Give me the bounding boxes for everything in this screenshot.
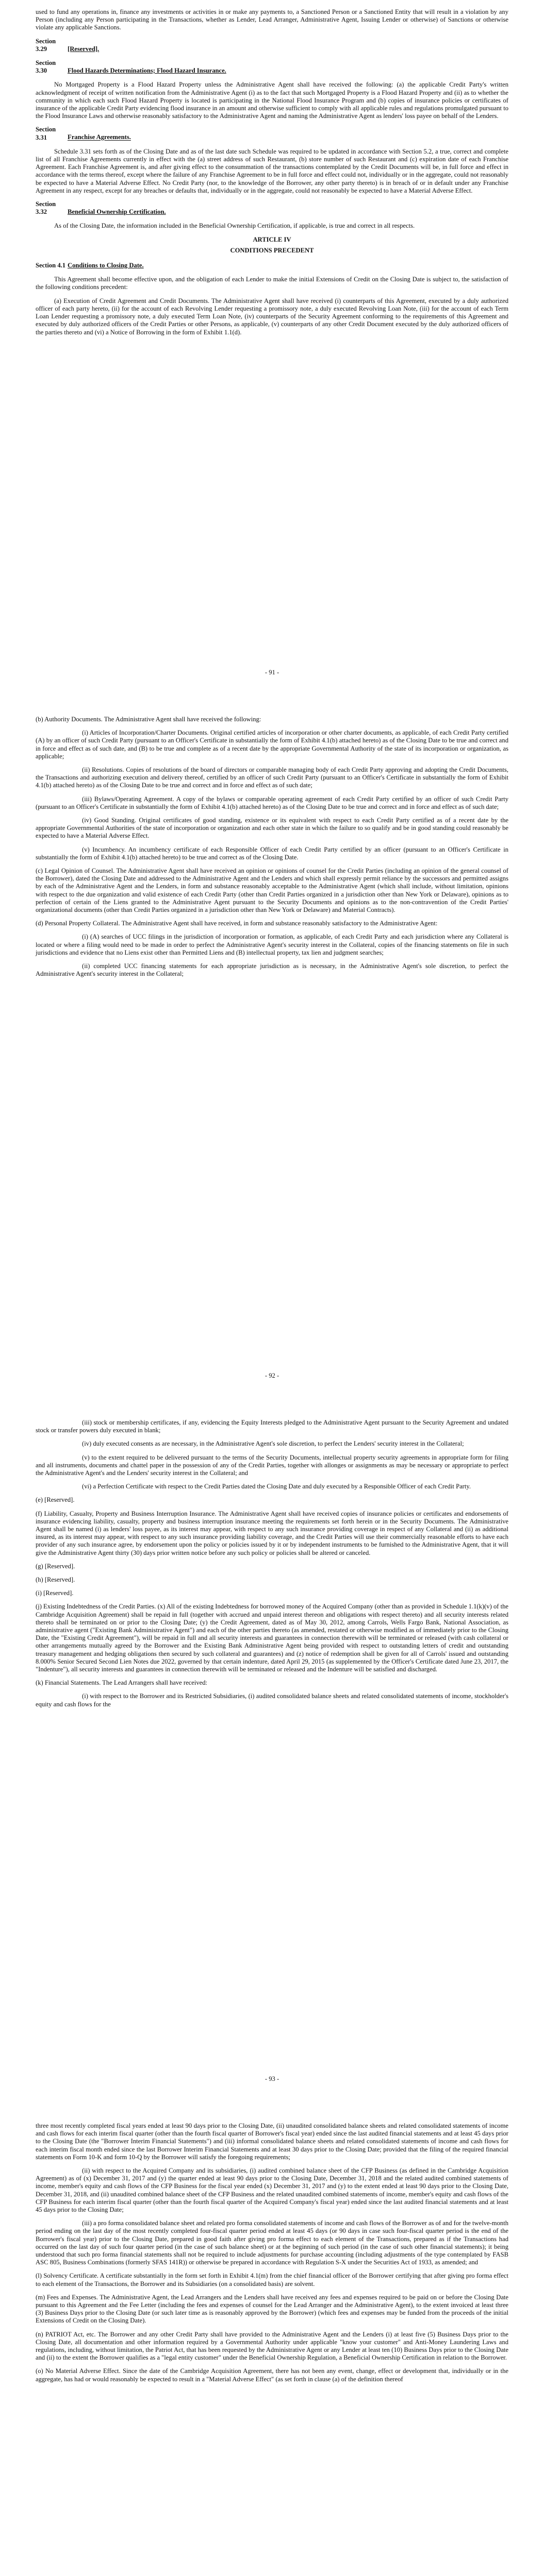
paragraph: (l) Solvency Certificate. A certificate substantially in the form set forth in Exhibit 4.1(m) from the chief financial officer of the Borrower certifying that after giving pro forma effect to each element of the Transactions, the Borrower and its Subsidiaries (on a consolidated basis) are solvent. (36, 2272, 508, 2287)
page-93 (0, 1406, 544, 2110)
section-number: Section 3.32 (36, 200, 56, 216)
section-title: Conditions to Closing Date. (68, 262, 144, 269)
page-content (36, 711, 508, 984)
paragraph: (e) [Reserved]. (36, 1496, 75, 1504)
section-number: Section 3.29 (36, 37, 56, 53)
page-content (36, 8, 508, 342)
section-heading-3-29 (36, 38, 508, 53)
page-92 (0, 703, 544, 1406)
section-number: Section 3.31 (36, 126, 56, 141)
paragraph: As of the Closing Date, the information included in the Beneficial Ownership Certification, if applicable, is true and correct in all respects. (54, 222, 415, 230)
section-title: Beneficial Ownership Certification. (68, 208, 166, 216)
page-94 (0, 2110, 544, 2576)
page-content (36, 1415, 508, 1714)
paragraph: Schedule 3.31 sets forth as of the Closing Date and as of the last date such Schedule was required to be updated in accordance with Section 5.2, a true, correct and complete list of all Franchise Agreements currently in effect with the (a) street address of such Restaurant, (b) store number of such Restaurant and (c) expiration date of each Franchise Agreement. Each Franchise Agreement is, and after giving effect to the consummation of the transactions contemplated by the Credit Documents will be, in full force and effect in accordance with the terms thereof, except where the failure of any Franchise Agreement to be in full force and effect could not, individually or in the aggregate, could not reasonably be expected to have a Material Adverse Effect. No Credit Party (nor, to the knowledge of the Borrower, any other party thereto) is in breach of or in default under any Franchise Agreement in any respect, except for any breaches or defaults that, individually or in the aggregate, could not reasonably be expected to have a Material Adverse Effect. (36, 147, 508, 194)
paragraph: This Agreement shall become effective upon, and the obligation of each Lender to make the initial Extensions of Credit on the Closing Date is subject to, the satisfaction of the following conditions precedent: (36, 276, 508, 291)
paragraph: (ii) completed UCC financing statements for each appropriate jurisdiction as is necessary, in the Administrative Agent's sole discretion, to perfect the Administrative Agent's security interest in the Collateral; (36, 962, 508, 978)
paragraph: (d) Personal Property Collateral. The Administrative Agent shall have received, in form and substance reasonably satisfactory to the Administrative Agent: (36, 920, 438, 927)
paragraph: (n) PATRIOT Act, etc. The Borrower and any other Credit Party shall have provided to the Administrative Agent and the Lenders (i) at least five (5) Business Days prior to the Closing Date, all documentation and other information required by a Governmental Authority under applicable "know your customer" and Anti-Money Laundering Laws and regulations, including, without limitation, the Patriot Act, that has been requested by the Administrative Agent or any Lender at least ten (10) Business Days prior to the Closing Date and (ii) to the extent the Borrower qualifies as a "legal entity customer" under the Beneficial Ownership Regulation, a Beneficial Ownership Certification in relation to the Borrower. (36, 2330, 508, 2362)
article-title: CONDITIONS PRECEDENT (230, 246, 314, 254)
paragraph: (f) Liability, Casualty, Property and Business Interruption Insurance. The Administrative Agent shall have received copies of insurance policies or certificates and endorsements of insurance evidencing liability, casualty, property and business interruption insurance meeting the requirements set forth herein or in the Security Documents. The Administrative Agent shall be named (i) as lenders' loss payee, as its interest may appear, with respect to any such insurance providing coverage in respect of any Collateral and (ii) as additional insured, as its interest may appear, with respect to any such insurance providing liability coverage, and the Credit Parties will use their commercially reasonable efforts to have each provider of any such insurance agree, by endorsement upon the policy or policies issued by it or by independent instruments to be furnished to the Administrative Agent, that it will give the Administrative Agent thirty (30) days prior written notice before any such policy or policies shall be altered or canceled. (36, 1510, 508, 1556)
section-title: [Reserved]. (68, 45, 100, 53)
page-number: - 91 - (265, 669, 279, 676)
paragraph: (g) [Reserved]. (36, 1562, 75, 1570)
section-heading-3-32 (36, 200, 508, 216)
paragraph: (b) Authority Documents. The Administrative Agent shall have received the following: (36, 716, 261, 723)
paragraph: (iv) duly executed consents as are necessary, in the Administrative Agent's sole discretion, to perfect the Lenders' security interest in the Collateral; (82, 1440, 464, 1448)
paragraph: (iii) stock or membership certificates, if any, evidencing the Equity Interests pledged to the Administrative Agent pursuant to the Security Agreement and undated stock or transfer powers duly executed in blank; (36, 1419, 508, 1434)
paragraph: used to fund any operations in, finance any investments or activities in or make any payments to, a Sanctioned Person or a Sanctioned Entity that will result in a violation by any Person (including any Person participating in the Transactions, whether as Lender, Lead Arranger, Administrative Agent, Issuing Lender or otherwise) of Sanctions or otherwise violate any applicable Sanctions. (36, 8, 508, 31)
paragraph: (v) to the extent required to be delivered pursuant to the terms of the Security Documents, intellectual property security agreements in appropriate form for filing and all instruments, documents and chattel paper in the possession of any of the Credit Parties, together with allonges or assignments as may be necessary or appropriate to perfect the Administrative Agent's and the Lenders' security interest in the Collateral; and (36, 1453, 508, 1477)
paragraph: (ii) Resolutions. Copies of resolutions of the board of directors or comparable managing body of each Credit Party approving and adopting the Credit Documents, the Transactions and authorizing execution and delivery thereof, certified by an officer of such Credit Party (pursuant to an Officer's Certificate in substantially the form of Exhibit 4.1(b) attached hereto) as of the Closing Date to be true and correct and in force and effect as of such date; (36, 766, 508, 789)
section-heading-3-30 (36, 59, 508, 75)
page-number: - 93 - (265, 2075, 279, 2082)
paragraph: (h) [Reserved]. (36, 1576, 75, 1584)
paragraph: (i) (A) searches of UCC filings in the jurisdiction of incorporation or formation, as applicable, of each Credit Party and each jurisdiction where any Collateral is located or where a filing would need to be made in order to perfect the Administrative Agent's security interest in the Collateral, copies of the financing statements on file in such jurisdictions and evidence that no Liens exist other than Permitted Liens and (B) intellectual property, tax lien and judgment searches; (36, 933, 508, 956)
paragraph: (m) Fees and Expenses. The Administrative Agent, the Lead Arrangers and the Lenders shall have received any fees and expenses required to be paid on or before the Closing Date pursuant to this Agreement and the Fee Letter (including the fees and expenses of counsel for the Lead Arranger and the Administrative Agent), to the extent invoiced at least three (3) Business Days prior to the Closing Date (or such later time as is reasonably approved by the Borrower) (which fees and expenses may be funded from the proceeds of the initial Extensions of Credit on the Closing Date). (36, 2293, 508, 2325)
section-number: Section 4.1 (36, 262, 66, 269)
page-content (36, 2118, 508, 2389)
paragraph: No Mortgaged Property is a Flood Hazard Property unless the Administrative Agent shall have received the following: (a) the applicable Credit Party's written acknowledgment of receipt of written notification from the Administrative Agent (i) as to the fact that such Mortgaged Property is a Flood Hazard Property and (ii) as to whether the community in which each such Flood Hazard Property is located is participating in the National Flood Insurance Program and (b) copies of insurance policies or certificates of insurance of the applicable Credit Party evidencing flood insurance in an amount and otherwise sufficient to comply with all applicable rules and regulations promulgated pursuant to the Flood Insurance Laws and otherwise reasonably satisfactory to the Administrative Agent and naming the Administrative Agent as lenders' loss payee on behalf of the Lenders. (36, 81, 508, 120)
article-heading: ARTICLE IV (253, 235, 291, 243)
paragraph: (iii) Bylaws/Operating Agreement. A copy of the bylaws or comparable operating agreement of each Credit Party certified by an officer of such Credit Party (pursuant to an Officer's Certificate in substantially the form of Exhibit 4.1(b) attached hereto) as of the Closing Date to be true and correct and in force and effect as of such date; (36, 795, 508, 810)
section-number: Section 3.30 (36, 59, 56, 75)
paragraph: (i) Articles of Incorporation/Charter Documents. Original certified articles of incorporation or other charter documents, as applicable, of each Credit Party certified (A) by an officer of such Credit Party (pursuant to an Officer's Certificate in substantially the form of Exhibit 4.1(b) attached hereto) as of the Closing Date to be true and correct and in force and effect as of such date, and (B) to be true and complete as of a recent date by the appropriate Governmental Authority of the state of its incorporation or organization, as applicable; (36, 729, 508, 760)
paragraph: (i) [Reserved]. (36, 1589, 74, 1597)
paragraph: (a) Execution of Credit Agreement and Credit Documents. The Administrative Agent shall have received (i) counterparts of this Agreement, executed by a duly authorized officer of each party hereto, (ii) for the account of each Revolving Lender requesting a promissory note, a duly executed Revolving Loan Note, (iii) for the account of each Term Loan Lender requesting a promissory note, a duly executed Term Loan Note, (iv) counterparts of the Security Agreement conforming to the requirements of this Agreement and executed by duly authorized officers of the Credit Parties or other Persons, as applicable, (v) counterparts of any other Credit Document executed by the duly authorized officers of the parties thereto and (vi) a Notice of Borrowing in the form of Exhibit 1.1(d). (36, 297, 508, 336)
paragraph: (v) Incumbency. An incumbency certificate of each Responsible Officer of each Credit Party certified by an officer (pursuant to an Officer's Certificate in substantially the form of Exhibit 4.1(b) attached hereto) to be true and correct as of the Closing Date. (36, 845, 508, 861)
section-title: Franchise Agreements. (68, 133, 131, 141)
paragraph: (i) with respect to the Borrower and its Restricted Subsidiaries, (i) audited consolidated balance sheets and related consolidated statements of income, stockholder's equity and cash flows for the (36, 1692, 508, 1708)
page-91 (0, 0, 544, 703)
section-title: Flood Hazards Determinations; Flood Hazard Insurance. (68, 67, 226, 75)
paragraph: (o) No Material Adverse Effect. Since the date of the Cambridge Acquisition Agreement, there has not been any event, change, effect or development that, individually or in the aggregate, has had or would reasonably be expected to result in a "Material Adverse Effect" (as set forth in clause (a) of the definition thereof (36, 2367, 508, 2383)
section-heading-4-1 (36, 262, 508, 269)
paragraph: (vi) a Perfection Certificate with respect to the Credit Parties dated the Closing Date and duly executed by a Responsible Officer of each Credit Party. (82, 1483, 471, 1490)
paragraph: (j) Existing Indebtedness of the Credit Parties. (x) All of the existing Indebtedness for borrowed money of the Acquired Company (other than as provided in Schedule 1.1(k)(v) of the Cambridge Acquisition Agreement) shall be repaid in full (together with accrued and unpaid interest thereon and obligations with respect thereto) and all security interests related thereto shall be terminated on or prior to the Closing Date; (y) the Credit Agreement, dated as of May 30, 2012, among Carrols, Wells Fargo Bank, National Association, as administrative agent ("Existing Bank Administrative Agent") and each of the other parties thereto (as amended, restated or otherwise modified as of immediately prior to the Closing Date, the "Existing Credit Agreement"), will be repaid in full and all security interests and guarantees in connection therewith will be terminated or released (with cash collateral or other arrangements mutually agreed by the Borrower and the Existing Bank Administrative Agent being provided with respect to outstanding letters of credit and outstanding treasury management and hedging obligations then secured by such collateral and guarantees) and (z) notice of redemption shall be given for all of Carrols' issued and outstanding 8.000% Senior Secured Second Lien Notes due 2022, governed by that certain indenture, dated April 29, 2015 (as supplemented by the Officer's Certificate dated June 23, 2017, the "Indenture"), all security interests and guarantees in connection therewith will be terminated or released and the Indenture will be satisfied and discharged. (36, 1603, 508, 1673)
paragraph: three most recently completed fiscal years ended at least 90 days prior to the Closing Date, (ii) unaudited consolidated balance sheets and related consolidated statements of income and cash flows for each interim fiscal quarter (other than the fourth fiscal quarter of Borrower's fiscal year) ended since the last audited financial statements and at least 45 days prior to the Closing Date (the "Borrower Interim Financial Statements") and (iii) informal consolidated balance sheets and related consolidated statements of income and cash flows for each interim fiscal month ended since the last Borrower Interim Financial Statements and at least 30 days prior to the Closing Date; provided that the filing of the required financial statements on Form 10-K and form 10-Q by the Borrower will satisfy the foregoing requirements; (36, 2122, 508, 2161)
paragraph: (c) Legal Opinion of Counsel. The Administrative Agent shall have received an opinion or opinions of counsel for the Credit Parties (including an opinion of the general counsel of the Borrower), dated the Closing Date and addressed to the Administrative Agent and the Lenders and which shall expressly permit reliance by the successors and permitted assigns by each of the Administrative Agent and the Lenders, in form and substance reasonably acceptable to the Administrative Agent (which shall include, without limitation, opinions with respect to the due organization and valid existence of each Credit Party (other than Credit Parties organized in a jurisdiction other than New York or Delaware), opinions as to perfection of certain of the Liens granted to the Administrative Agent pursuant to the Security Documents and opinions as to the non-contravention of the Credit Parties' organizational documents (other than Credit Parties organized in a jurisdiction other than New York or Delaware) and Material Contracts). (36, 867, 508, 914)
paragraph: (k) Financial Statements. The Lead Arrangers shall have received: (36, 1679, 208, 1687)
paragraph: (ii) with respect to the Acquired Company and its subsidiaries, (i) audited combined balance sheet of the CFP Business (as defined in the Cambridge Acquisition Agreement) as of (x) December 31, 2017 and (y) the quarter ended at least 90 days prior to the Closing Date, December 31, 2018 and the related audited combined statements of income, member's equity and cash flows of the CFP Business for the fiscal year ended (x) December 31, 2017 and (y) to the extent ended at least 90 days prior to the Closing Date, December 31, 2018, and (ii) unaudited combined balance sheet of the CFP Business and the related unaudited combined statements of income, member's equity and cash flows of the CFP Business for each interim fiscal quarter (other than the fourth fiscal quarter of the Acquired Company's fiscal year) ended since the last audited financial statements and at least 45 days prior to the Closing Date; (36, 2167, 508, 2214)
page-number: - 92 - (265, 1372, 279, 1379)
section-heading-3-31 (36, 126, 508, 141)
paragraph: (iv) Good Standing. Original certificates of good standing, existence or its equivalent with respect to each Credit Party certified as of a recent date by the appropriate Governmental Authorities of the state of incorporation or organization and each other state in which the failure to so qualify and be in good standing could reasonably be expected to have a Material Adverse Effect. (36, 817, 508, 840)
paragraph: (iii) a pro forma consolidated balance sheet and related pro forma consolidated statements of income and cash flows of the Borrower as of and for the twelve-month period ending on the last day of the most recently completed four-fiscal quarter period ended at least 45 days (or 90 days in case such four-fiscal quarter period is the end of the Borrower's fiscal year) prior to the Closing Date, prepared in good faith after giving pro forma effect to each element of the Transactions, prepared as if the Transactions had occurred on the last day of such four quarter period (in the case of such balance sheet) or at the beginning of such period (in the case of such other financial statements); it being understood that such pro forma financial statements shall not be required to include adjustments for purchase accounting (including adjustments of the type contemplated by FASB ASC 805, Business Combinations (formerly SFAS 141R)) or otherwise be prepared in accordance with Regulation S-X under the Securities Act of 1933, as amended; and (36, 2219, 508, 2266)
